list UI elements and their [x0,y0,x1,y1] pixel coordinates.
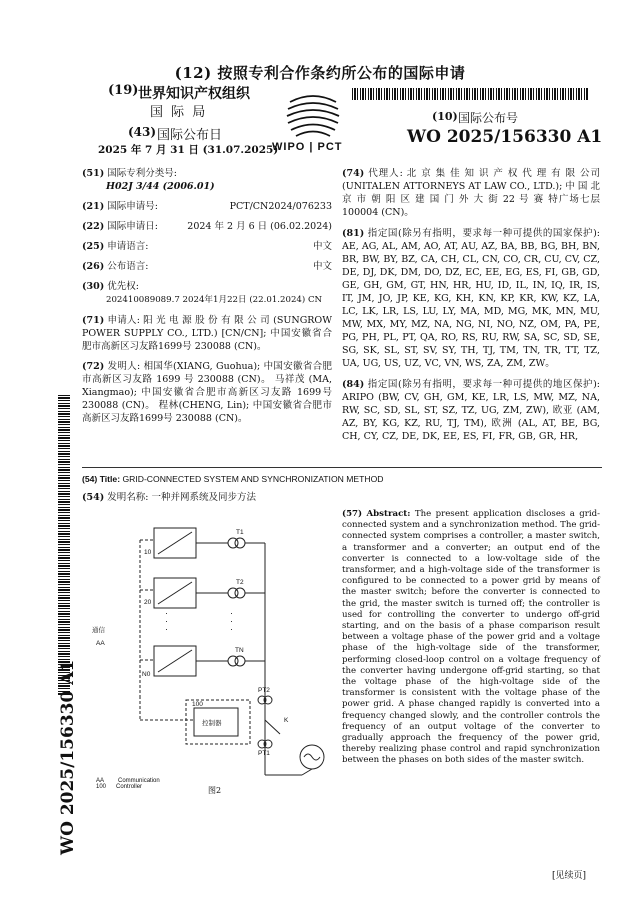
pt-label-2: PT2 [258,687,270,694]
pub-date: 2025 年 7 月 31 日 (31.07.2025) [98,144,279,156]
figure-caption: 图2 [208,786,222,795]
comm-label: 通信 [92,626,105,634]
switch-label: K [284,717,289,724]
field-84: (84) 指定国(除另有指明，要求每一种可提供的地区保护): ARIPO (BW, CV, GH, GM, KE, LR, LS, MW, MZ, NA, RW, SC, SD, SL, ST, SZ, TZ, UG, ZM, ZW), 欧亚 (AM, AZ, BY, KG, KZ, RU, TJ, TM), 欧洲 (AL, AT, BE, BG, CH, CY, CZ, DE, DK, EE, ES, FI, FR, GB, GR, HR, [342,379,600,442]
pub-no-num: (10) [432,110,458,123]
circuit-figure [90,520,335,815]
field-71: (71) 申请人: 阳 光 电 源 股 份 有 限 公 司 (SUNGROW POWER SUPPLY CO., LTD.) [CN/CN]; 中国安徽省合肥市高新区习友路1699号 230088 (CN)。 [82,315,332,352]
field-22: (22) 国际申请日: 2024 年 2 月 6 日 (06.02.2024) [82,221,332,232]
title-en: (54) Title: GRID-CONNECTED SYSTEM AND SYNCHRONIZATION METHOD [82,474,384,484]
field-51: (51) 国际专利分类号: H02J 3/44 (2006.01) [82,168,215,192]
abstract: (57) Abstract: The present application discloses a grid-connected system and a synchronization method. The grid-connected system comprises a controller, a master switch, a transformer and a converter; an output end of the converter is connected to a low-voltage side of the transformer, and a high-voltage side of the transformer is configured to be connected to a power grid by means of the master switch; before the converter is connected to the grid, the master switch is turned off; the controller is used for controlling the converter to undergo off-grid starting, and on the basis of a phase comparison result between a voltage phase of the power grid and a voltage phase of the high-voltage side of the transformer, performing closed-loop control on a voltage frequency of the converter having undergone off-grid starting, so that the voltage phase of the high-voltage side of the transformer is consistent with the voltage phase of the power grid. A phase changed rapidly is converted into a frequency changed slowly, and the controller controls the frequency of an output voltage of the converter to gradually approach the frequency of the power grid, thereby realizing phase control and rapid synchronization between the phases on both sides of the master switch. [342,509,600,766]
pub-date-num: (43) [128,125,157,139]
comm-abbr: AA [96,640,105,647]
svg-text:·: · [230,616,233,626]
continued-note: [见续页] [552,871,587,881]
field-30: (30) 优先权: 202410089089.7 2024年1月22日 (22.01.2024) CN [82,281,323,305]
field-26: (26) 公布语言: 中文 [82,261,332,272]
conv-label-1: 10 [144,549,152,556]
field-21: (21) 国际申请号: PCT/CN2024/076233 [82,201,332,212]
pub-no-label: 国际公布号 [458,111,519,125]
header-barcode [352,88,588,100]
figure-legend: AA Communication 100 Controller [96,778,160,790]
tr-label-1: T1 [236,529,244,536]
wipo-pct-logo: WIPO | PCT [272,141,343,153]
section-divider [82,467,602,468]
ctrl-label: 控制器 [202,719,222,727]
tr-label-2: T2 [236,579,244,586]
svg-text:·: · [230,624,233,634]
svg-text:·: · [165,616,168,626]
conv-label-2: 20 [144,599,152,606]
org-name-2: 国 际 局 [150,105,208,120]
field-81: (81) 指定国(除另有指明，要求每一种可提供的国家保护): AE, AG, AL, AM, AO, AT, AU, AZ, BA, BB, BG, BH, BN, BR, BW, BY, BZ, CA, CH, CL, CN, CO, CR, CU, CV, CZ, DE, DJ, DK, DM, DO, DZ, EC, EE, EG, ES, FI, GB, GD, GE, GH, GM, GT, HN, HR, HU, ID, IL, IN, IQ, IR, IS, IT, JM, JO, JP, KE, KG, KH, KN, KP, KR, KW, KZ, LA, LC, LK, LR, LS, LU, LY, MA, MD, MG, MK, MN, MU, MW, MX, MY, MZ, NA, NG, NI, NO, NZ, OM, PA, PE, PG, PH, PL, PT, QA, RO, RS, RU, RW, SA, SC, SD, SE, SG, SK, SL, ST, SV, SY, TH, TJ, TM, TN, TR, TT, TZ, UA, UG, US, UZ, VC, VN, WS, ZA, ZM, ZW。 [342,228,600,369]
document-title: (12) 按照专利合作条约所公布的国际申请 [174,64,466,82]
title-cn: (54) 发明名称: 一种并网系统及同步方法 [82,492,256,503]
svg-text:·: · [165,608,168,618]
ctrl-num: 100 [192,701,203,708]
left-bibliographic [82,167,332,425]
tr-label-n: TN [235,647,244,654]
org-num: (19) [108,83,139,98]
pt-label-1: PT1 [258,750,270,757]
svg-text:·: · [230,608,233,618]
conv-label-n: N0 [142,671,151,678]
field-72: (72) 发明人: 相国华(XIANG, Guohua); 中国安徽省合肥市高新区习友路 1699 号 230088 (CN)。 马祥茂 (MA, Xiangmao); 中国安徽省合肥市高新区习友路 1699号 230088 (CN)。 程林(CHENG, Lin); 中国安徽省合肥市高新区习友路1699号 230088 (CN)。 [82,361,332,424]
org-name: 世界知识产权组织 [138,86,250,102]
wipo-globe-icon [282,92,344,142]
vertical-pub-number: WO 2025/156330 A1 [58,659,78,855]
right-bibliographic [342,167,600,443]
field-74: (74) 代理人: 北 京 集 佳 知 识 产 权 代 理 有 限 公司(UNITALEN ATTORNEYS AT LAW CO., LTD.); 中 国 北 京 市 朝 阳 区 建 国 门 外 大 街 22 号 赛 特广场七层 100004 (CN)。 [342,168,600,218]
pub-date-label: 国际公布日 [157,128,223,143]
pub-number: WO 2025/156330 A1 [407,127,603,147]
svg-text:·: · [165,624,168,634]
field-25: (25) 申请语言: 中文 [82,241,332,252]
